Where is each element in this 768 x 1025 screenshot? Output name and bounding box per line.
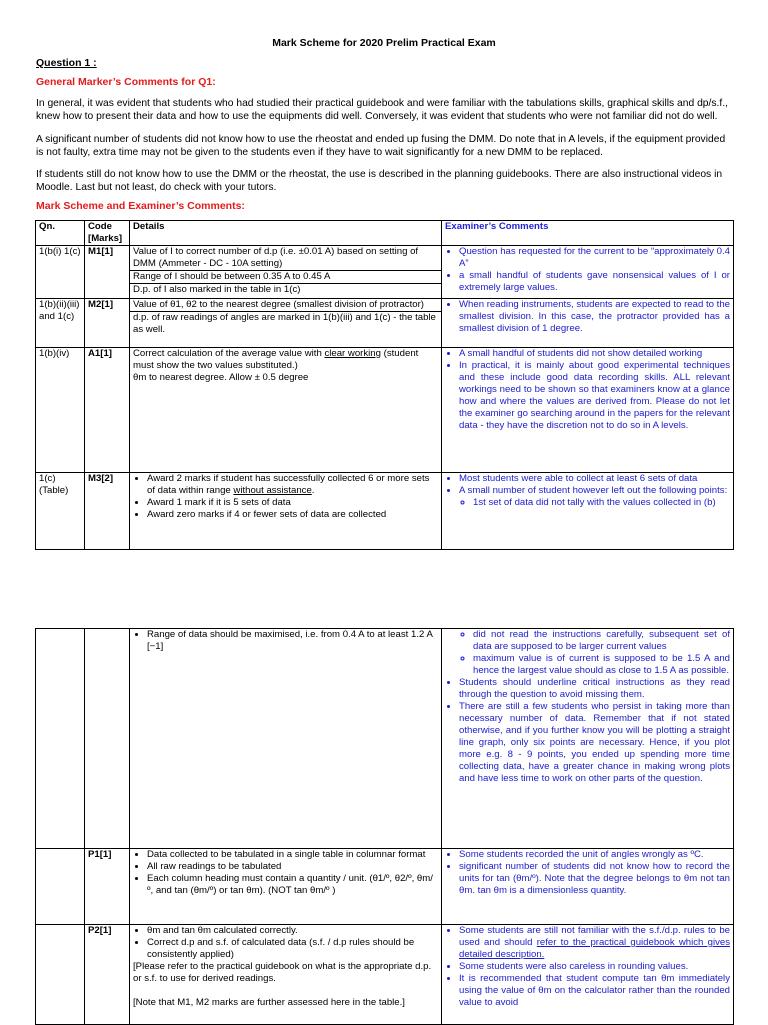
detail-underlined: clear working (324, 348, 381, 359)
table-header-row (36, 221, 734, 246)
comment-item: • a small handful of students gave nonsensical values of I or extremely large values. (459, 270, 730, 294)
detail-line: Value of θ1, θ2 to the nearest degree (smallest division of protractor) (133, 299, 424, 310)
question-heading: Question 1 : (36, 57, 97, 69)
general-comments-heading: General Marker’s Comments for Q1: (36, 76, 216, 88)
row-details (130, 629, 442, 849)
table-row (36, 299, 734, 348)
row-comments (442, 299, 734, 348)
comment-item: • There are still a few students who persist in taking more than necessary number of data. Remember that if not stated otherwise, and if you further know you will be plotting a straight line graph, only six points are necessary. Hence, if you plot more e.g. 8 - 9 points, you ended up spending more time collecting data, have a greater chance in making wrong plots and have less time to work on other parts of the question. (459, 701, 730, 785)
row-details (130, 473, 442, 550)
row-code: A1[1] (85, 348, 130, 473)
row-comments (442, 473, 734, 550)
detail-item: • Each column heading must contain a quantity / unit. (θ1/º, θ2/º, θm/º, and tan (θm/º) or tan θm). (NOT tan θm/º ) (147, 873, 438, 897)
mark-scheme-table-2 (35, 628, 734, 1025)
comment-item: • It is recommended that student compute tan θm immediately using the value of θm on the calculator rather than the rounded value to avoid (459, 973, 730, 1009)
mark-scheme-table-1 (35, 220, 734, 550)
comment-text: A small number of student however left out the following points: (459, 485, 728, 496)
row-comments (442, 629, 734, 849)
comment-item (459, 925, 730, 961)
detail-item: • Award 1 mark if it is 5 sets of data (147, 497, 438, 509)
row-details (130, 246, 442, 299)
detail-line: Range of I should be between 0.35 A to 0.45 A (130, 270, 441, 283)
row-code: P2[1] (85, 925, 130, 1025)
paragraph-3: If students still do not know how to use the DMM or the rheostat, the use is described in the planning guidebooks. There are also instructional videos in Moodle. Last but not least, do check with your tutors. (36, 169, 723, 193)
document-title: Mark Scheme for 2020 Prelim Practical Exam (272, 37, 496, 49)
detail-item: • Range of data should be maximised, i.e. from 0.4 A to at least 1.2 A [−1] (147, 629, 438, 653)
row-comments (442, 348, 734, 473)
detail-line: d.p. of raw readings of angles are marked in 1(b)(iii) and 1(c) - the table as well. (130, 311, 441, 336)
header-examiner-comments: Examiner’s Comments (442, 221, 734, 246)
row-qn (36, 925, 85, 1025)
row-details (130, 348, 442, 473)
comment-subitem: ◦ maximum value is of current is supposed to be 1.5 A and hence the largest value should as close to 1.5 A as possible. (473, 653, 730, 677)
header-qn: Qn. (36, 221, 85, 246)
table-row (36, 925, 734, 1025)
comment-underlined: refer to the practical guidebook which gives detailed description. (459, 937, 731, 960)
comment-subitem: ◦ 1st set of data did not tally with the values collected in (b) (473, 497, 730, 509)
table-row (36, 849, 734, 925)
table-row (36, 348, 734, 473)
table-row (36, 473, 734, 550)
header-code: Code [Marks] (85, 221, 130, 246)
comment-item: • A small handful of students did not show detailed working (459, 348, 730, 360)
detail-item: • θm and tan θm calculated correctly. (147, 925, 438, 937)
detail-text: . (311, 485, 315, 496)
detail-line: θm to nearest degree. Allow ± 0.5 degree (133, 372, 309, 383)
row-code: P1[1] (85, 849, 130, 925)
comment-text: Some students are still not familiar with the s.f./d.p. rules to be used and should (459, 925, 730, 948)
row-qn: 1(b)(iv) (36, 348, 85, 473)
row-qn: 1(c) (Table) (36, 473, 85, 550)
detail-item: • Correct d.p and s.f. of calculated data (s.f. / d.p rules should be consistently applied) (147, 937, 438, 961)
detail-line (133, 348, 438, 372)
detail-item (147, 473, 438, 497)
detail-underlined: without assistance (233, 485, 312, 496)
detail-text: Correct calculation of the average value with (133, 348, 325, 359)
paragraph-2: A significant number of students did not know how to use the rheostat and ended up fusing the DMM. Do note that in A levels, if the equipment provided is not faulty, extra time may not be given to the students even if they have to wait significantly for a new DMM to be replaced. (36, 134, 726, 158)
detail-text: (student must show the two values substituted.) (133, 348, 419, 371)
comment-item: • Most students were able to collect at least 6 sets of data (459, 473, 730, 485)
comment-item: • Question has requested for the current to be “approximately 0.4 A” (459, 246, 730, 270)
detail-line: D.p. of I also marked in the table in 1(c) (130, 283, 441, 296)
row-qn (36, 849, 85, 925)
row-details (130, 299, 442, 348)
row-qn (36, 629, 85, 849)
comment-item (459, 485, 730, 509)
row-details (130, 925, 442, 1025)
comment-subitem: ◦ did not read the instructions carefully, subsequent set of data are supposed to be larger current values (473, 629, 730, 653)
comment-item: • When reading instruments, students are expected to read to the smallest division. In this case, the protractor provided has a smallest division of 1 degree. (459, 299, 730, 335)
row-qn: 1(b(i) 1(c) (36, 246, 85, 299)
detail-item: • Award zero marks if 4 or fewer sets of data are collected (147, 509, 438, 521)
scheme-heading: Mark Scheme and Examiner’s Comments: (36, 200, 245, 212)
row-qn: 1(b)(ii)(iii) and 1(c) (36, 299, 85, 348)
table-row (36, 629, 734, 849)
row-code (85, 629, 130, 849)
paragraph-1: In general, it was evident that students who had studied their practical guidebook and were familiar with the tabulations skills, graphical skills and dp/s.f., knew how to present their data and how to use the equipments did well. Conversely, it was evident that students who were not familiar did not do well. (36, 98, 728, 122)
detail-note: [Please refer to the practical guidebook on what is the appropriate d.p. or s.f. to use for derived readings. (133, 961, 432, 984)
row-details (130, 849, 442, 925)
table-row (36, 246, 734, 299)
detail-text: Award 2 marks if student has successfully collected 6 or more sets of data within range (147, 473, 430, 496)
comment-item: • Some students were also careless in rounding values. (459, 961, 730, 973)
comment-item: • significant number of students did not know how to record the units for tan (θm/º). Note that the degree belongs to θm not tan θm. tan θm is a dimensionless quantity. (459, 861, 730, 897)
row-comments (442, 849, 734, 925)
detail-item: • Data collected to be tabulated in a single table in columnar format (147, 849, 438, 861)
comment-item: • In practical, it is mainly about good experimental techniques and these include good data recording skills. ALL relevant workings need to be shown so that examiners know at a glance how and where the values are derived from. Please do not let the examiner go searching around in the papers for the relevant data - they have the discretion not to do so in A levels. (459, 360, 730, 432)
detail-note: [Note that M1, M2 marks are further assessed here in the table.] (133, 997, 405, 1008)
row-code: M2[1] (85, 299, 130, 348)
header-details: Details (130, 221, 442, 246)
comment-item: • Students should underline critical instructions as they read through the question to avoid missing them. (459, 677, 730, 701)
row-code: M3[2] (85, 473, 130, 550)
row-comments (442, 925, 734, 1025)
detail-item: • All raw readings to be tabulated (147, 861, 438, 873)
comment-item: • Some students recorded the unit of angles wrongly as ºC. (459, 849, 730, 861)
detail-line: Value of I to correct number of d.p (i.e. ±0.01 A) based on setting of DMM (Ammeter - DC - 10A setting) (133, 246, 419, 269)
row-comments (442, 246, 734, 299)
row-code: M1[1] (85, 246, 130, 299)
